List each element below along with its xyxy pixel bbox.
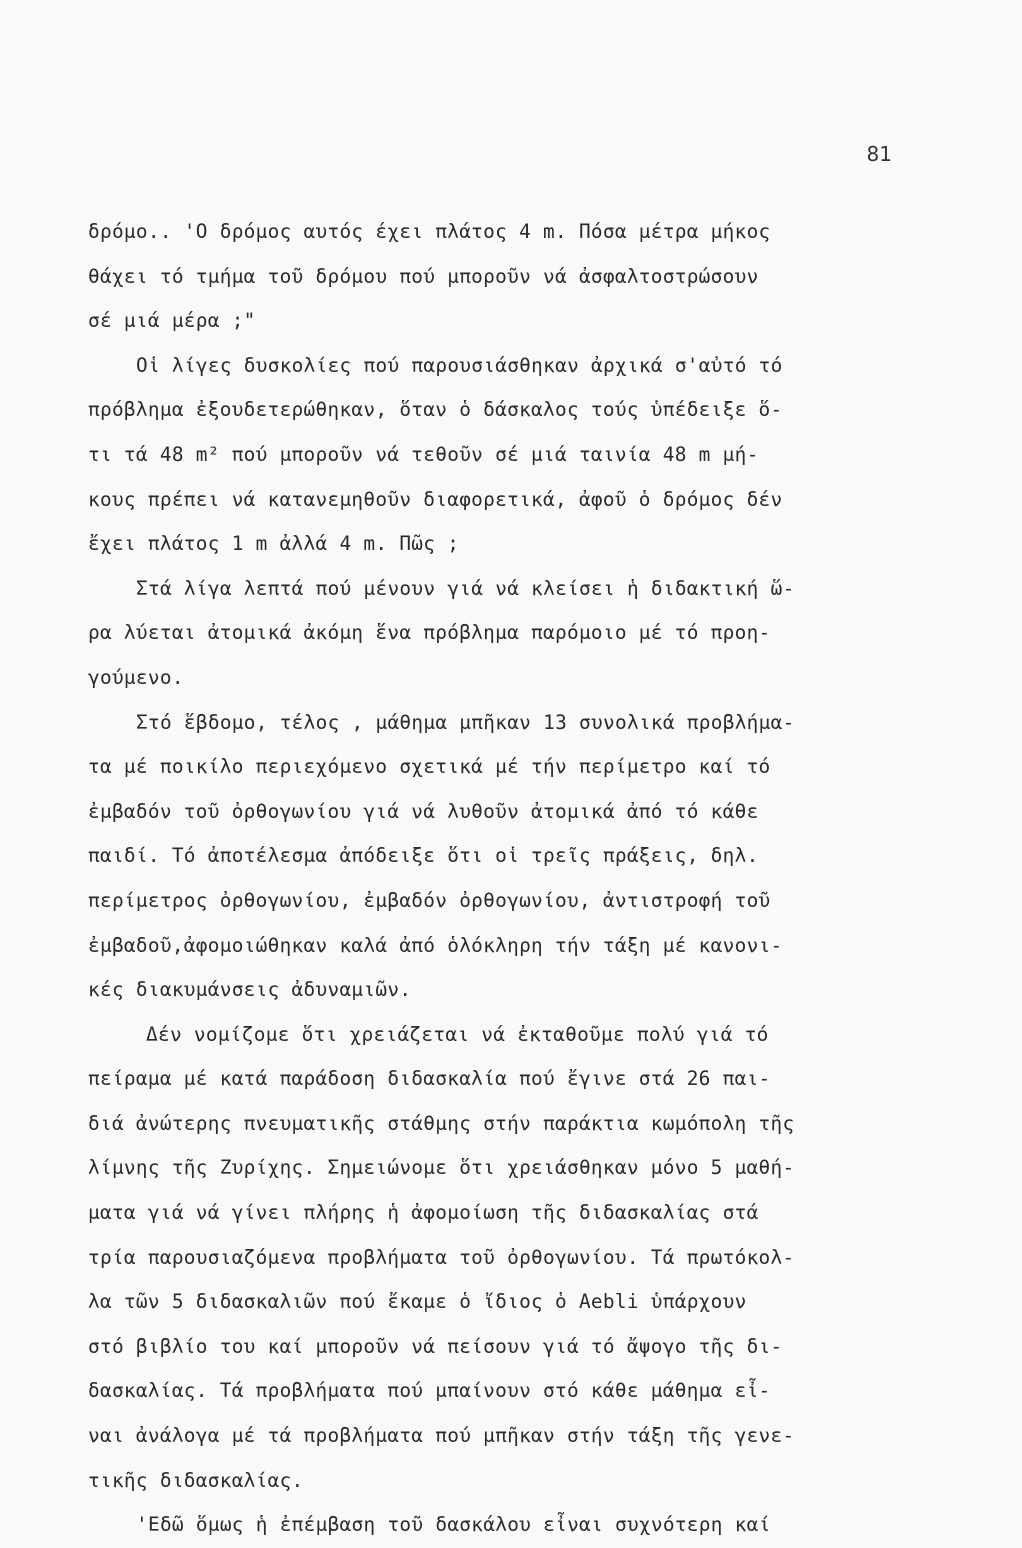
text-line: πείραμα μέ κατά παράδοση διδασκαλία πού ἔγινε στά 26 παι- (88, 1067, 771, 1091)
text-line: Δέν νομίζομε ὅτι χρειάζεται νά ἐκταθοῦμε πολύ γιά τό (146, 1022, 769, 1046)
text-line: λίμνης τῆς Ζυρίχης. Σημειώνομε ὅτι χρειάσθηκαν μόνο 5 μαθή- (88, 1156, 795, 1180)
text-line: παιδί. Τό ἀποτέλεσμα ἀπόδειξε ὅτι οἱ τρεῖς πράξεις, δηλ. (88, 844, 759, 868)
text-line: ρα λύεται ἀτομικά ἀκόμη ἕνα πρόβλημα παρόμοιο μέ τό προη- (88, 621, 771, 645)
text-line: τι τά 48 m² πού μποροῦν νά τεθοῦν σέ μιά ταινία 48 m μή- (88, 442, 759, 466)
text-line: περίμετρος ὀρθογωνίου, ἐμβαδόν ὀρθογωνίου, ἀντιστροφή τοῦ (88, 888, 771, 912)
text-line: τικῆς διδασκαλίας. (88, 1468, 304, 1492)
text-line: τρία παρουσιαζόμενα προβλήματα τοῦ ὀρθογωνίου. Τά πρωτόκολ- (88, 1245, 795, 1269)
text-line: ναι ἀνάλογα μέ τά προβλήματα πού μπῆκαν στήν τάξη τῆς γενε- (88, 1424, 795, 1448)
text-line: στό βιβλίο του καί μποροῦν νά πείσουν γιά τό ἄψογο τῆς δι- (88, 1334, 783, 1358)
text-line: ἔχει πλάτος 1 m ἀλλά 4 m. Πῶς ; (88, 532, 460, 556)
text-line: Στό ἕβδομο, τέλος , μάθημα μπῆκαν 13 συνολικά προβλήμα- (136, 710, 795, 734)
text-line: ἐμβαδοῦ,ἀφομοιώθηκαν καλά ἀπό ὁλόκληρη τήν τάξη μέ κανονι- (88, 933, 783, 957)
text-line: διά ἀνώτερης πνευματικῆς στάθμης στήν παράκτια κωμόπολη τῆς (88, 1111, 795, 1135)
text-line: Οἱ λίγες δυσκολίες πού παρουσιάσθηκαν ἀρχικά σ'αὐτό τό (136, 353, 783, 377)
text-line: δασκαλίας. Τά προβλήματα πού μπαίνουν στό κάθε μάθημα εἶ- (88, 1379, 771, 1403)
text-line: κές διακυμάνσεις ἀδυναμιῶν. (88, 978, 412, 1002)
text-line: σέ μιά μέρα ;" (88, 309, 256, 333)
text-line: γούμενο. (88, 665, 184, 689)
text-line: ματα γιά νά γίνει πλήρης ἡ ἀφομοίωση τῆς διδασκαλίας στά (88, 1201, 759, 1225)
text-line: πρόβλημα ἐξουδετερώθηκαν, ὅταν ὁ δάσκαλος τούς ὑπέδειξε ὅ- (88, 398, 783, 422)
text-line: δρόμο.. 'Ο δρόμος αυτός έχει πλάτος 4 m. Πόσα μέτρα μήκος (88, 220, 771, 243)
text-line: λα τῶν 5 διδασκαλιῶν πού ἔκαμε ὁ ἴδιος ὁ Aebli ὑπάρχουν (88, 1290, 747, 1314)
text-line: τα μέ ποικίλο περιεχόμενο σχετικά μέ τήν περίμετρο καί τό (88, 755, 771, 779)
text-line: κους πρέπει νά κατανεμηθοῦν διαφορετικά, ἀφοῦ ὁ δρόμος δέν (88, 487, 783, 511)
document-body (88, 210, 918, 1548)
text-line: θάχει τό τμήμα τοῦ δρόμου πού μποροῦν νά ἀσφαλτοστρώσουν (88, 264, 759, 288)
text-line: Στά λίγα λεπτά πού μένουν γιά νά κλείσει ἡ διδακτική ὥ- (136, 576, 795, 600)
text-line: ἐμβαδόν τοῦ ὀρθογωνίου γιά νά λυθοῦν ἀτομικά ἀπό τό κάθε (88, 799, 759, 823)
text-line: 'Εδῶ ὅμως ἡ ἐπέμβαση τοῦ δασκάλου εἶναι συχνότερη καί (136, 1513, 771, 1537)
page-number: 81 (866, 142, 892, 166)
